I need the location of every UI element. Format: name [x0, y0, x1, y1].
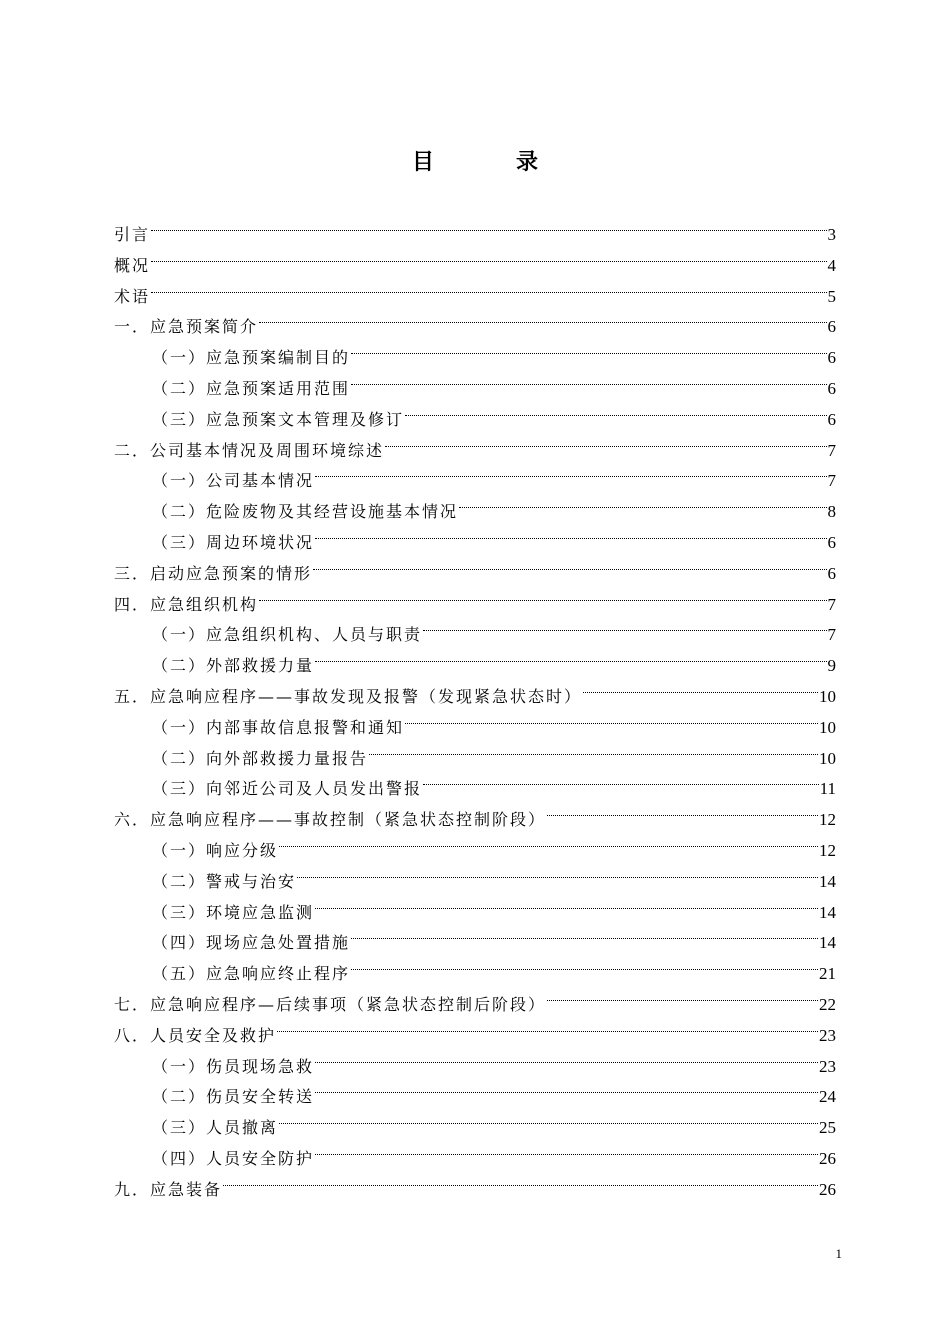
toc-entry-label: （三）环境应急监测: [152, 902, 315, 922]
toc-entry-page: 10: [819, 717, 836, 737]
toc-entry-label: （二）向外部救援力量报告: [152, 748, 369, 768]
toc-entry-page: 12: [819, 840, 836, 860]
toc-entry[interactable]: [114, 1165, 836, 1199]
toc-entry-label: 七．应急响应程序—后续事项（紧急状态控制后阶段）: [114, 994, 547, 1014]
toc-entry-page: 6: [827, 409, 836, 429]
toc-entry-label: （一）内部事故信息报警和通知: [152, 717, 405, 737]
toc-entry-label: （四）现场应急处置措施: [152, 933, 351, 953]
toc-entry-page: 14: [819, 902, 836, 922]
toc-dot-leader: [351, 918, 818, 948]
toc-entry-page: 23: [819, 1025, 836, 1045]
toc-dot-leader: [151, 272, 826, 302]
toc-entry-label: （三）人员撤离: [152, 1118, 279, 1138]
toc-entry[interactable]: [114, 241, 836, 275]
page-title: 目 录: [411, 149, 568, 175]
toc-entry-label: 一．应急预案简介: [114, 317, 259, 337]
toc-entry-label: （二）外部救援力量: [152, 656, 315, 676]
toc-dot-leader: [313, 549, 826, 579]
toc-entry-label: 九．应急装备: [114, 1179, 223, 1199]
toc-dot-leader: [315, 1134, 818, 1164]
toc-entry-page: 6: [827, 317, 836, 337]
toc-entry-label: （一）应急预案编制目的: [152, 348, 351, 368]
toc-entry-label: 四．应急组织机构: [114, 594, 259, 614]
toc-entry[interactable]: [114, 302, 836, 337]
toc-entry-page: 7: [827, 471, 836, 491]
toc-dot-leader: [423, 764, 819, 794]
toc-dot-leader: [315, 518, 826, 548]
toc-dot-leader: [259, 580, 826, 610]
toc-entry-label: 引言: [114, 225, 151, 244]
toc-entry-page: 22: [819, 994, 836, 1014]
toc-entry-label: （一）响应分级: [152, 840, 279, 860]
toc-dot-leader: [223, 1165, 818, 1195]
toc-entry-page: 25: [819, 1118, 836, 1138]
toc-dot-leader: [351, 949, 818, 979]
toc-dot-leader: [315, 888, 818, 918]
toc-entry-label: （五）应急响应终止程序: [152, 964, 351, 984]
toc-entry-page: 6: [827, 378, 836, 398]
toc-dot-leader: [547, 795, 818, 825]
toc-dot-leader: [315, 1042, 818, 1072]
toc-entry-label: （二）应急预案适用范围: [152, 378, 351, 398]
toc-entry-label: （二）危险废物及其经营设施基本情况: [152, 502, 459, 522]
toc-entry-label: （二）警戒与治安: [152, 871, 297, 891]
toc-entry-label: 术语: [114, 286, 151, 306]
toc-entry-page: 21: [819, 964, 836, 984]
toc-dot-leader: [297, 857, 818, 887]
toc-entry-label: 二．公司基本情况及周围环境综述: [114, 440, 385, 460]
toc-entry-label: （三）向邻近公司及人员发出警报: [152, 779, 423, 799]
toc-dot-leader: [315, 456, 826, 486]
toc-dot-leader: [405, 395, 826, 425]
toc-dot-leader: [459, 487, 826, 517]
toc-entry-label: （一）公司基本情况: [152, 471, 315, 491]
toc-entry-page: 5: [827, 286, 836, 306]
toc-dot-leader: [315, 641, 826, 671]
toc-entry-page: 11: [819, 779, 836, 799]
toc-dot-leader: [315, 1072, 818, 1102]
toc-dot-leader: [547, 980, 818, 1010]
toc-entry-page: 4: [827, 255, 836, 275]
toc-dot-leader: [351, 333, 826, 363]
toc-dot-leader: [369, 734, 818, 764]
toc-entry-page: 26: [819, 1179, 836, 1199]
toc-entry[interactable]: [114, 272, 836, 306]
toc-entry-label: （三）应急预案文本管理及修订: [152, 409, 405, 429]
toc-dot-leader: [423, 610, 826, 640]
toc-entry-page: 8: [827, 502, 836, 522]
toc-entry-page: 7: [827, 440, 836, 460]
toc-dot-leader: [259, 302, 826, 332]
toc-entry-page: 10: [819, 748, 836, 768]
toc-entry-label: 概况: [114, 255, 151, 275]
toc-entry-label: 五．应急响应程序——事故发现及报警（发现紧急状态时）: [114, 686, 583, 706]
toc-entry-page: 23: [819, 1056, 836, 1076]
toc-entry-label: 三．启动应急预案的情形: [114, 563, 313, 583]
toc-entry-page: 14: [819, 871, 836, 891]
toc-entry[interactable]: [114, 210, 836, 244]
toc-dot-leader: [279, 826, 818, 856]
toc-entry-label: （二）伤员安全转送: [152, 1087, 315, 1107]
toc-dot-leader: [405, 703, 818, 733]
toc-entry-label: （一）伤员现场急救: [152, 1056, 315, 1076]
toc-entry-page: 6: [827, 563, 836, 583]
toc-entry-label: 六．应急响应程序——事故控制（紧急状态控制阶段）: [114, 810, 547, 830]
toc-entry-page: 6: [827, 532, 836, 552]
toc-entry-page: 14: [819, 933, 836, 953]
table-of-contents: [114, 210, 836, 1199]
toc-entry-label: （三）周边环境状况: [152, 532, 315, 552]
toc-entry-page: 6: [827, 348, 836, 368]
toc-dot-leader: [151, 210, 826, 240]
toc-dot-leader: [277, 1011, 818, 1041]
toc-dot-leader: [385, 426, 826, 456]
toc-dot-leader: [583, 672, 818, 702]
toc-entry-page: 3: [827, 225, 836, 244]
toc-entry-page: 26: [819, 1148, 836, 1168]
toc-entry-label: （四）人员安全防护: [152, 1148, 315, 1168]
toc-entry-label: 八．人员安全及救护: [114, 1025, 277, 1045]
toc-entry-page: 7: [827, 625, 836, 645]
toc-dot-leader: [279, 1103, 818, 1133]
toc-entry-page: 7: [827, 594, 836, 614]
toc-entry-page: 9: [827, 656, 836, 676]
toc-entry-page: 10: [819, 686, 836, 706]
toc-dot-leader: [351, 364, 826, 394]
page-number: 1: [835, 1246, 842, 1261]
toc-entry-label: （一）应急组织机构、人员与职责: [152, 625, 423, 645]
toc-entry-page: 12: [819, 810, 836, 830]
toc-dot-leader: [151, 241, 826, 271]
toc-entry-page: 24: [819, 1087, 836, 1107]
